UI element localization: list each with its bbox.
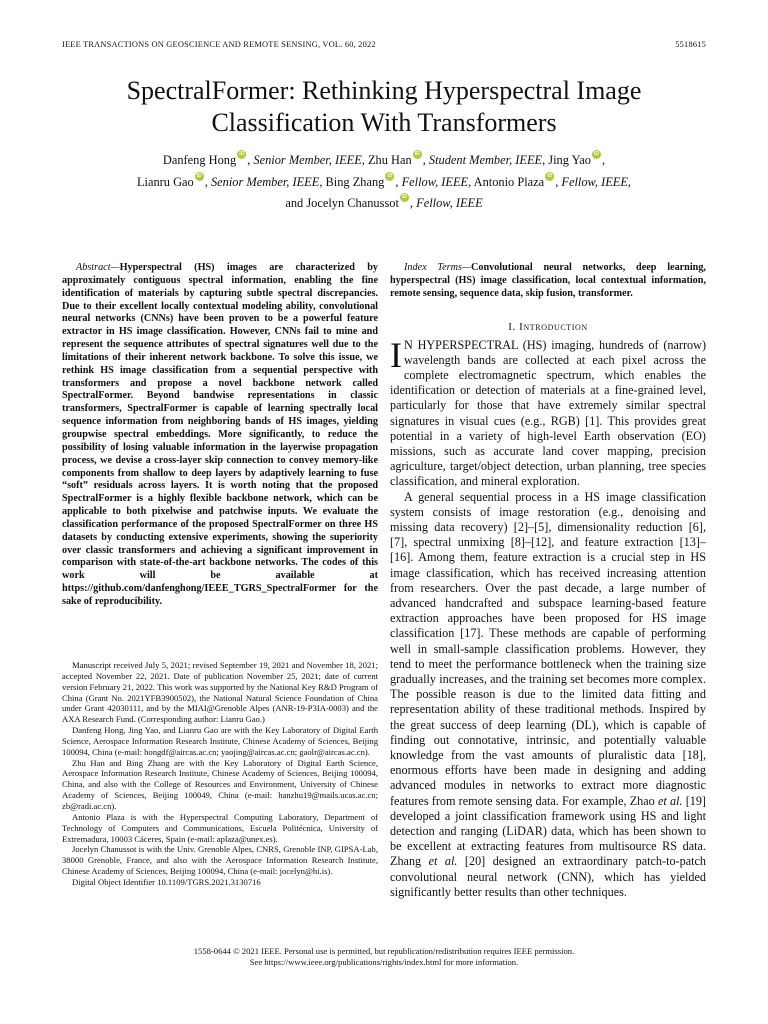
footnote-manuscript: Manuscript received July 5, 2021; revised September 19, 2021 and November 18, 2021; accepted November 22, 2021. Date of publication November 25, 2021; date of current version February 21, 2022. This work was supported by the National Key R&D Program of China (Grant No. 2021YFB3900502), the National Natural Science Foundation of China under Grant 42030111, and by the MIAI@Grenoble Alpes (ANR-19-P3IA-0003) and the AXA Research Fund. (Corresponding author: Lianru Gao.): [62, 660, 378, 725]
footnotes: [62, 660, 378, 888]
paragraph: A general sequential process in a HS image classification system consists of image restoration (e.g., denoising and missing data recovery) [2]–[5], dimensionality reduction [6], [7], spectral unmixing [8]–[12], and feature extraction [13]–[16]. Among them, feature extraction is a crucial step in HS image classification, which has received increasing attention from researchers. Over the past decade, a large number of advanced handcrafted and subspace learning-based feature extraction approaches have been proposed for HS image classification [17]. These methods are capable of performing well in small-sample classification problems. However, they tend to meet the performance bottleneck when the training size gradually increases, and the training set becomes more complex. The possible reason is due to the limited data fitting and representation ability of these traditional methods. Inspired by the great success of deep learning (DL), which is capable of finding out connotative, intrinsic, and potentially valuable knowledge from the vast amounts of pluralistic data [18], enormous efforts have been made in designing and adding advanced modules in networks to extract more diagnostic features from remote sensing data. For example, Zhao et al. [19] developed a joint classification framework using HS and light detection and ranging (LiDAR) data, which has been shown to be excellent at extracting features from multisource RS data. Zhang et al. [20] designed an extraordinary patch-to-patch convolutional neural network (CNN), which has yielded significantly better results than other techniques.: [390, 489, 706, 899]
author-name: Bing Zhang: [325, 174, 385, 189]
index-terms: [390, 262, 706, 301]
orcid-icon[interactable]: [545, 172, 554, 181]
orcid-icon[interactable]: [237, 150, 246, 159]
abstract-label: Abstract—: [76, 262, 120, 273]
orcid-icon[interactable]: [413, 150, 422, 159]
index-terms-label: Index Terms—: [404, 262, 471, 273]
paragraph: I N HYPERSPECTRAL (HS) imaging, hundreds of (narrow) wavelength bands are collected at each pixel across the complete electromagnetic spectrum, which enables the identification or detection of materials at a fine-grained level, particularly for those that have extremely similar spectral signatures in visual cues (e.g., RGB) [1]. This provides great potential in a variety of high-level Earth observation (EO) missions, such as accurate land cover mapping, precision agriculture, target/object detection, urban planning, tree species classification, and mineral exploration.: [390, 334, 706, 489]
running-head: [62, 40, 706, 49]
journal-name: IEEE TRANSACTIONS ON GEOSCIENCE AND REMOTE SENSING, VOL. 60, 2022: [62, 40, 376, 49]
copyright-notice: [0, 946, 768, 968]
copyright-line-1: 1558-0644 © 2021 IEEE. Personal use is permitted, but republication/redistribution requires IEEE permission.: [193, 946, 575, 956]
author-name: Danfeng Hong: [162, 153, 237, 167]
right-column: [390, 262, 706, 900]
introduction-body: [390, 334, 706, 901]
title-line-1: SpectralFormer: Rethinking Hyperspectral Image: [126, 76, 642, 105]
copyright-line-2: See https://www.ieee.org/publications/rights/index.html for more information.: [249, 957, 519, 967]
left-column: [62, 262, 378, 609]
author-name: Jing Yao: [548, 153, 591, 167]
orcid-icon[interactable]: [385, 172, 394, 181]
author-role: Senior Member, IEEE: [253, 153, 362, 167]
author-line-3: and Jocelyn ChanussotiD , Fellow, IEEE: [60, 193, 708, 215]
page-number: 5518615: [675, 40, 706, 49]
title-line-2: Classification With Transformers: [211, 108, 557, 137]
author-role: Fellow, IEEE: [401, 174, 469, 189]
author-name: Zhu Han: [367, 153, 412, 167]
orcid-icon[interactable]: [400, 193, 409, 202]
footnote-affiliation: Jocelyn Chanussot is with the Univ. Grenoble Alpes, CNRS, Grenoble INP, GIPSA-Lab, 38000 Grenoble, France, and also with the Aerospace Information Research Institute, Chinese Academy of Sciences, Beijing 100094, China (e-mail: jocelyn@hi.is).: [62, 844, 378, 877]
footnote-doi: Digital Object Identifier 10.1109/TGRS.2021.3130716: [72, 876, 261, 887]
abstract: [62, 262, 378, 609]
author-role: Senior Member, IEEE: [210, 174, 320, 189]
author-name: Lianru Gao: [136, 174, 194, 189]
author-role: Student Member, IEEE: [428, 153, 543, 167]
author-line-1: Danfeng HongiD , Senior Member, IEEE, Zhu HaniD , Student Member, IEEE, Jing YaoiD ,: [60, 150, 708, 172]
paper-title: [40, 75, 728, 139]
author-role: Fellow, IEEE: [561, 174, 628, 189]
author-line-2: Lianru GaoiD , Senior Member, IEEE, Bing ZhangiD , Fellow, IEEE, Antonio PlazaiD , Fellow, IEEE,: [60, 172, 708, 194]
section-heading-introduction: I. Introduction: [508, 320, 588, 333]
author-list: [60, 150, 708, 215]
abstract-text: Hyperspectral (HS) images are characterized by approximately contiguous spectral information, enabling the fine identification of materials by capturing subtle spectral discrepancies. Due to their excellent locally contextual modeling ability, convolutional neural networks (CNNs) have been proven to be a powerful feature extractor in HS image classification. However, CNNs fail to mine and represent the sequence attributes of spectral signatures well due to the limitations of their inherent network backbone. To solve this issue, we rethink HS image classification from a sequential perspective with transformers and propose a novel backbone network called SpectralFormer. Beyond bandwise representations in classic transformers, SpectralFormer is capable of learning spectrally local sequence information from neighboring bands of HS images, yielding groupwise spectral embeddings. More significantly, to reduce the possibility of losing valuable information in the layerwise propagation process, we devise a cross-layer skip connection to convey memory-like components from shallow to deep layers by adaptively learning to fuse “soft” residuals across layers. It is worth noting that the proposed SpectralFormer is a highly flexible backbone network, which can be applicable to both pixelwise and patchwise inputs. We evaluate the classification performance of the proposed SpectralFormer on three HS datasets by conducting extensive experiments, showing the superiority over classic transformers and achieving a significant improvement in comparison with state-of-the-art backbone networks. The codes of this work will be available at https://github.com/danfenghong/IEEE_TGRS_SpectralFormer for the sake of reproducibility.: [62, 262, 378, 607]
footnote-affiliation: Antonio Plaza is with the Hyperspectral Computing Laboratory, Department of Technology of Computers and Communications, Escuela Politécnica, University of Extremadura, 10003 Cáceres, Spain (e-mail: aplaza@unex.es).: [62, 811, 378, 844]
author-role: Fellow, IEEE: [416, 196, 483, 210]
author-prefix: and: [285, 196, 307, 210]
drop-cap: I: [390, 334, 402, 375]
orcid-icon[interactable]: [195, 172, 204, 181]
index-terms-text: Convolutional neural networks, deep learning, hyperspectral (HS) image classification, local contextual information, remote sensing, sequence data, skip fusion, transformer.: [390, 262, 706, 299]
author-name: Antonio Plaza: [473, 174, 545, 189]
orcid-icon[interactable]: [592, 150, 601, 159]
author-name: Jocelyn Chanussot: [306, 196, 399, 210]
footnote-affiliation: Zhu Han and Bing Zhang are with the Key Laboratory of Digital Earth Science, Aerospace Information Research Institute, Chinese Academy of Sciences, Beijing 100094, China, and also with the College of Resources and Environment, University of Chinese Academy of Sciences, Beijing 100049, China (e-mail: hanzhu19@mails.ucas.ac.cn; zb@radi.ac.cn).: [62, 757, 378, 811]
footnote-affiliation: Danfeng Hong, Jing Yao, and Lianru Gao are with the Key Laboratory of Digital Earth Science, Aerospace Information Research Institute, Chinese Academy of Sciences, Beijing 100094, China (e-mail: hongdf@aircas.ac.cn; yaojing@aircas.ac.cn; gaolr@aircas.ac.cn).: [62, 725, 378, 757]
